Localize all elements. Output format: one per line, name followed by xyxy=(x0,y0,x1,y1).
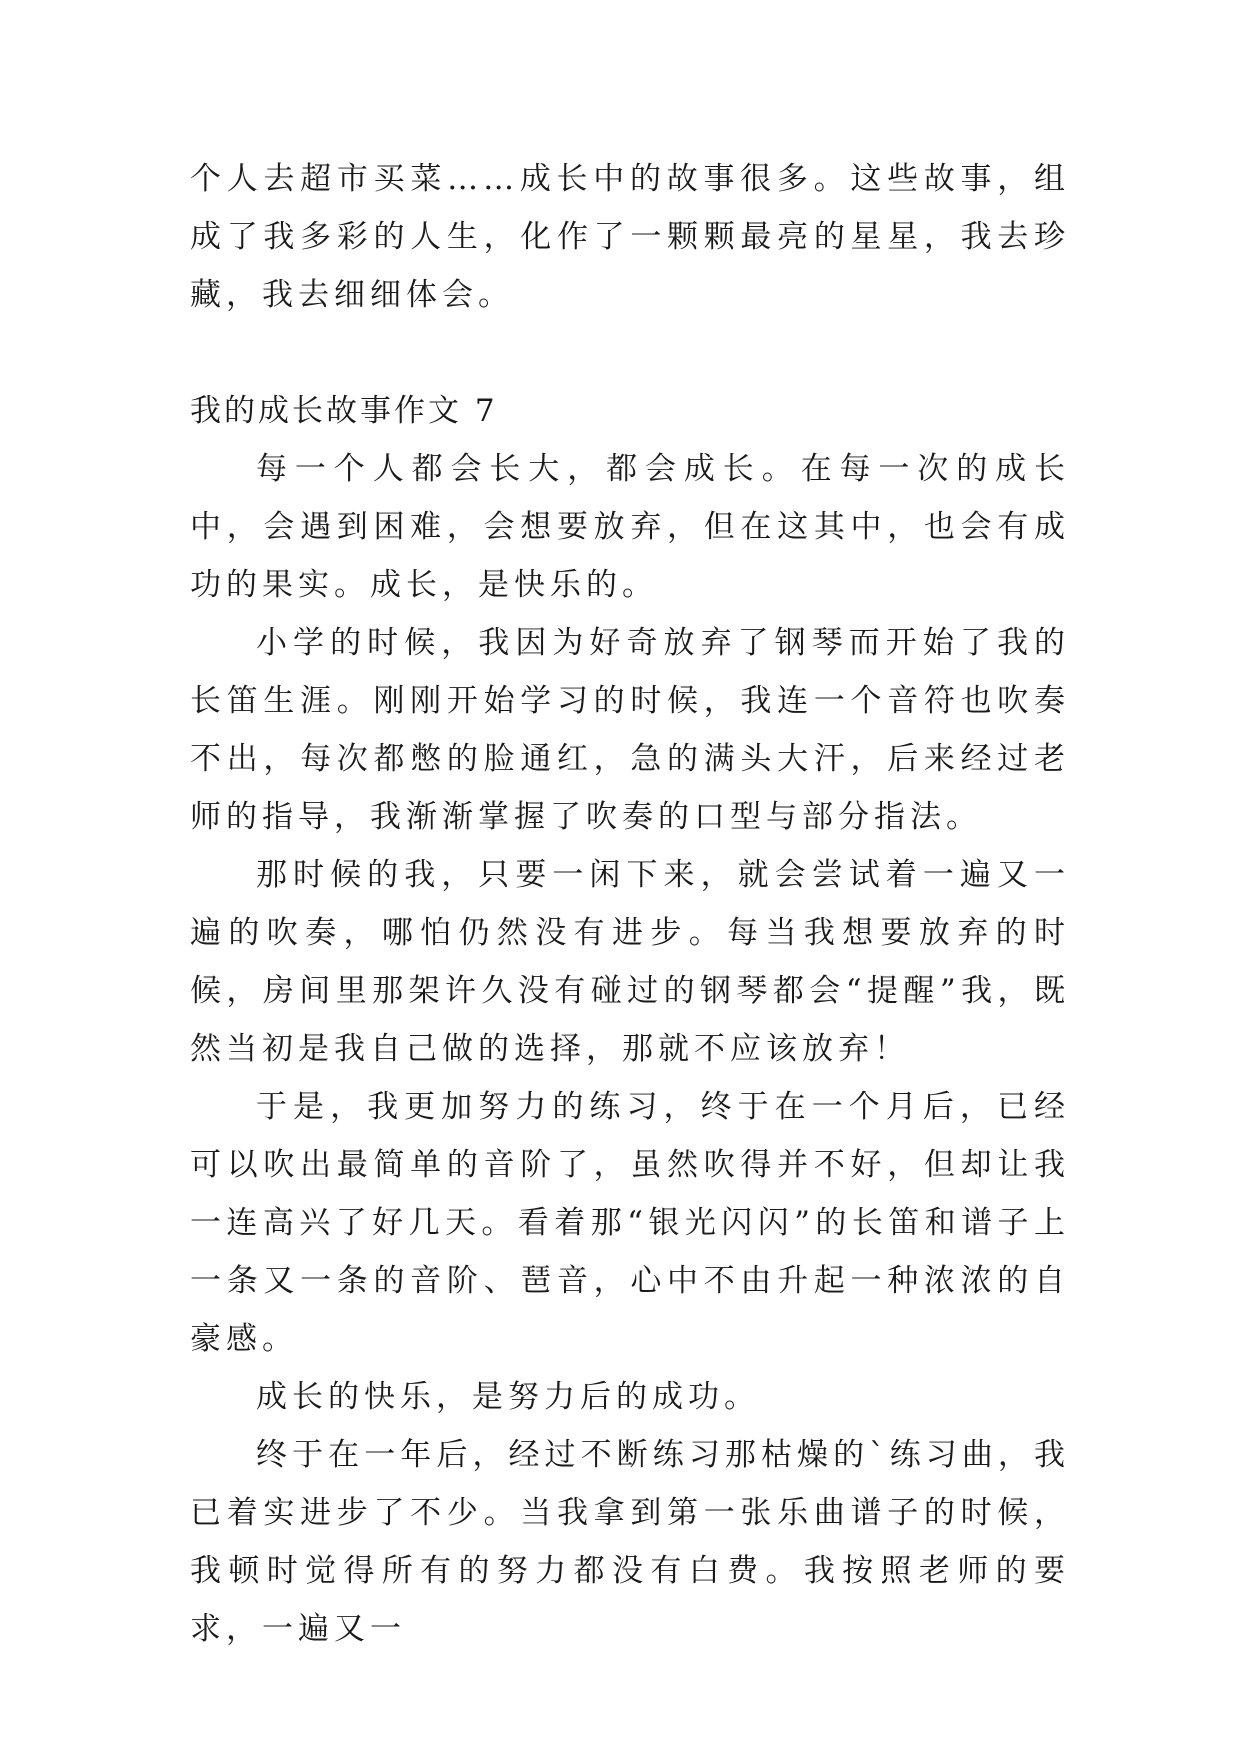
intro-paragraph: 个人去超市买菜……成长中的故事很多。这些故事，组成了我多彩的人生，化作了一颗颗最亮的星星，我去珍藏，我去细细体会。 xyxy=(190,161,1070,313)
section-title: 我的成长故事作文 7 xyxy=(190,393,498,429)
body-paragraph: 每一个人都会长大，都会成长。在每一次的成长中，会遇到困难，会想要放弃，但在这其中，也会有成功的果实。成长，是快乐的。 xyxy=(190,451,1070,603)
body-paragraph: 终于在一年后，经过不断练习那枯燥的`练习曲，我已着实进步了不少。当我拿到第一张乐曲谱子的时候，我顿时觉得所有的努力都没有白费。我按照老师的要求，一遍又一 xyxy=(190,1437,1070,1647)
body-paragraph: 于是，我更加努力的练习，终于在一个月后，已经可以吹出最简单的音阶了，虽然吹得并不好，但却让我一连高兴了好几天。看着那“银光闪闪”的长笛和谱子上一条又一条的音阶、琶音，心中不由升起一种浓浓的自豪感。 xyxy=(190,1089,1070,1357)
body-paragraph: 成长的快乐，是努力后的成功。 xyxy=(256,1379,760,1415)
document-body xyxy=(190,150,1070,1658)
body-paragraph: 那时候的我，只要一闲下来，就会尝试着一遍又一遍的吹奏，哪怕仍然没有进步。每当我想要放弃的时候，房间里那架许久没有碰过的钢琴都会“提醒”我，既然当初是我自己做的选择，那就不应该放弃！ xyxy=(190,857,1070,1067)
section-spacer xyxy=(190,324,1070,382)
body-paragraph: 小学的时候，我因为好奇放弃了钢琴而开始了我的长笛生涯。刚刚开始学习的时候，我连一个音符也吹奏不出，每次都憋的脸通红，急的满头大汗，后来经过老师的指导，我渐渐掌握了吹奏的口型与部分指法。 xyxy=(190,625,1070,835)
